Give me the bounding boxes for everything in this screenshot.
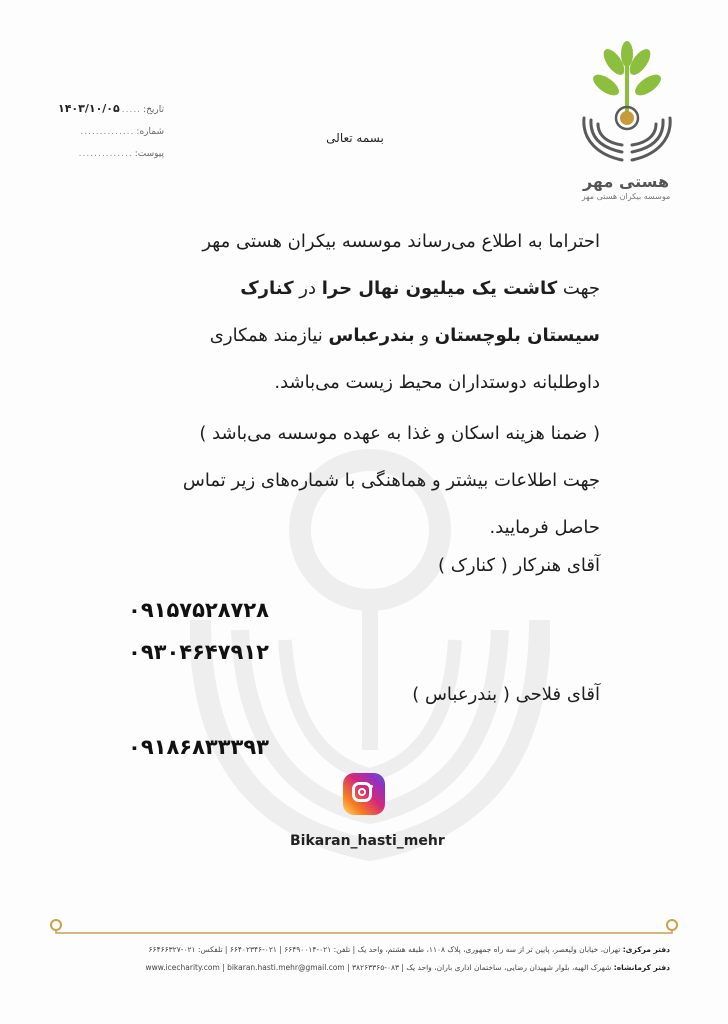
phone-number[interactable]: ۰۹۱۸۶۸۳۳۳۹۳ [128, 735, 269, 759]
footer-divider [44, 917, 684, 935]
letter-body [110, 218, 600, 551]
logo-text [566, 172, 686, 201]
body-line-4: داوطلبانه دوستداران محیط زیست می‌باشد. [274, 372, 600, 393]
footer-address-kermanshah: دفتر کرمانشاه: شهرک الهیه، بلوار شهیدان رضایی، ساختمان اداری باران، واحد یک | ۰۸۳-۳۸۲۶۳۳۶۵ | www.icecharity.com | bikaran.hasti.mehr@gmail.com [145, 963, 670, 972]
attachment-label: پیوست: [134, 149, 164, 159]
footer-address-tehran: دفتر مرکزی: تهران، خیابان ولیعصر، پایین تر از سه راه جمهوری، پلاک ۱۱۰۸، طبقه هشتم، واحد یک | تلفن: ۰۲۱-۶۶۴۹۰۰۱۴ | ۰۲۱-۶۶۴۰۲۳۴۶ | تلفکس: ۰۲۱-۶۶۴۶۶۳۲۷ [148, 945, 670, 954]
letter-meta [44, 98, 164, 165]
phone-number[interactable]: ۰۹۱۵۷۵۲۸۷۲۸ [128, 598, 269, 622]
body-line-5: ( ضمنا هزینه اسکان و غذا به عهده موسسه می‌باشد ) [199, 423, 600, 444]
body-line-1: احتراما به اطلاع می‌رساند موسسه بیکران هستی مهر [202, 231, 600, 252]
contact-name-bandarabbas: آقای فلاحی ( بندرعباس ) [412, 684, 600, 705]
logo-name: هستی مهر [582, 172, 670, 191]
number-dots: .............. [80, 127, 135, 137]
number-label: شماره: [136, 127, 164, 137]
sprout-icon [590, 41, 665, 112]
location-konarak: کنارک [240, 278, 294, 299]
basmala: بسمه تعالی [326, 131, 384, 145]
logo-subtitle: موسسه بیکران هستی مهر [581, 192, 671, 201]
date-value: ۱۴۰۳/۱۰/۰۵ [57, 102, 120, 115]
contact-name-konarak: آقای هنرکار ( کنارک ) [438, 555, 600, 576]
campaign-title: کاشت یک میلیون نهال حرا [321, 278, 558, 299]
footer-email[interactable]: bikaran.hasti.mehr@gmail.com [227, 963, 345, 972]
number-row [44, 121, 164, 143]
instagram-icon[interactable] [343, 773, 385, 815]
location-bandarabbas: بندرعباس [328, 325, 415, 346]
body-line-3: سیستان بلوچستان و بندرعباس نیازمند همکاری [209, 325, 600, 346]
attachment-dots: .............. [78, 149, 133, 159]
phone-number[interactable]: ۰۹۳۰۴۶۴۷۹۱۲ [128, 640, 269, 664]
body-line-7: حاصل فرمایید. [489, 517, 600, 538]
date-label: تاریخ: [143, 105, 164, 115]
body-line-2: جهت کاشت یک میلیون نهال حرا در کنارک [240, 278, 600, 299]
body-line-6: جهت اطلاعات بیشتر و هماهنگی با شماره‌های زیر تماس [182, 470, 600, 491]
date-dots: ..... [121, 105, 142, 115]
attachment-row [44, 143, 164, 165]
location-sistan: سیستان بلوچستان [434, 325, 600, 346]
seed-icon [620, 111, 634, 125]
date-row [44, 98, 164, 121]
instagram-handle[interactable]: Bikaran_hasti_mehr [290, 833, 445, 849]
